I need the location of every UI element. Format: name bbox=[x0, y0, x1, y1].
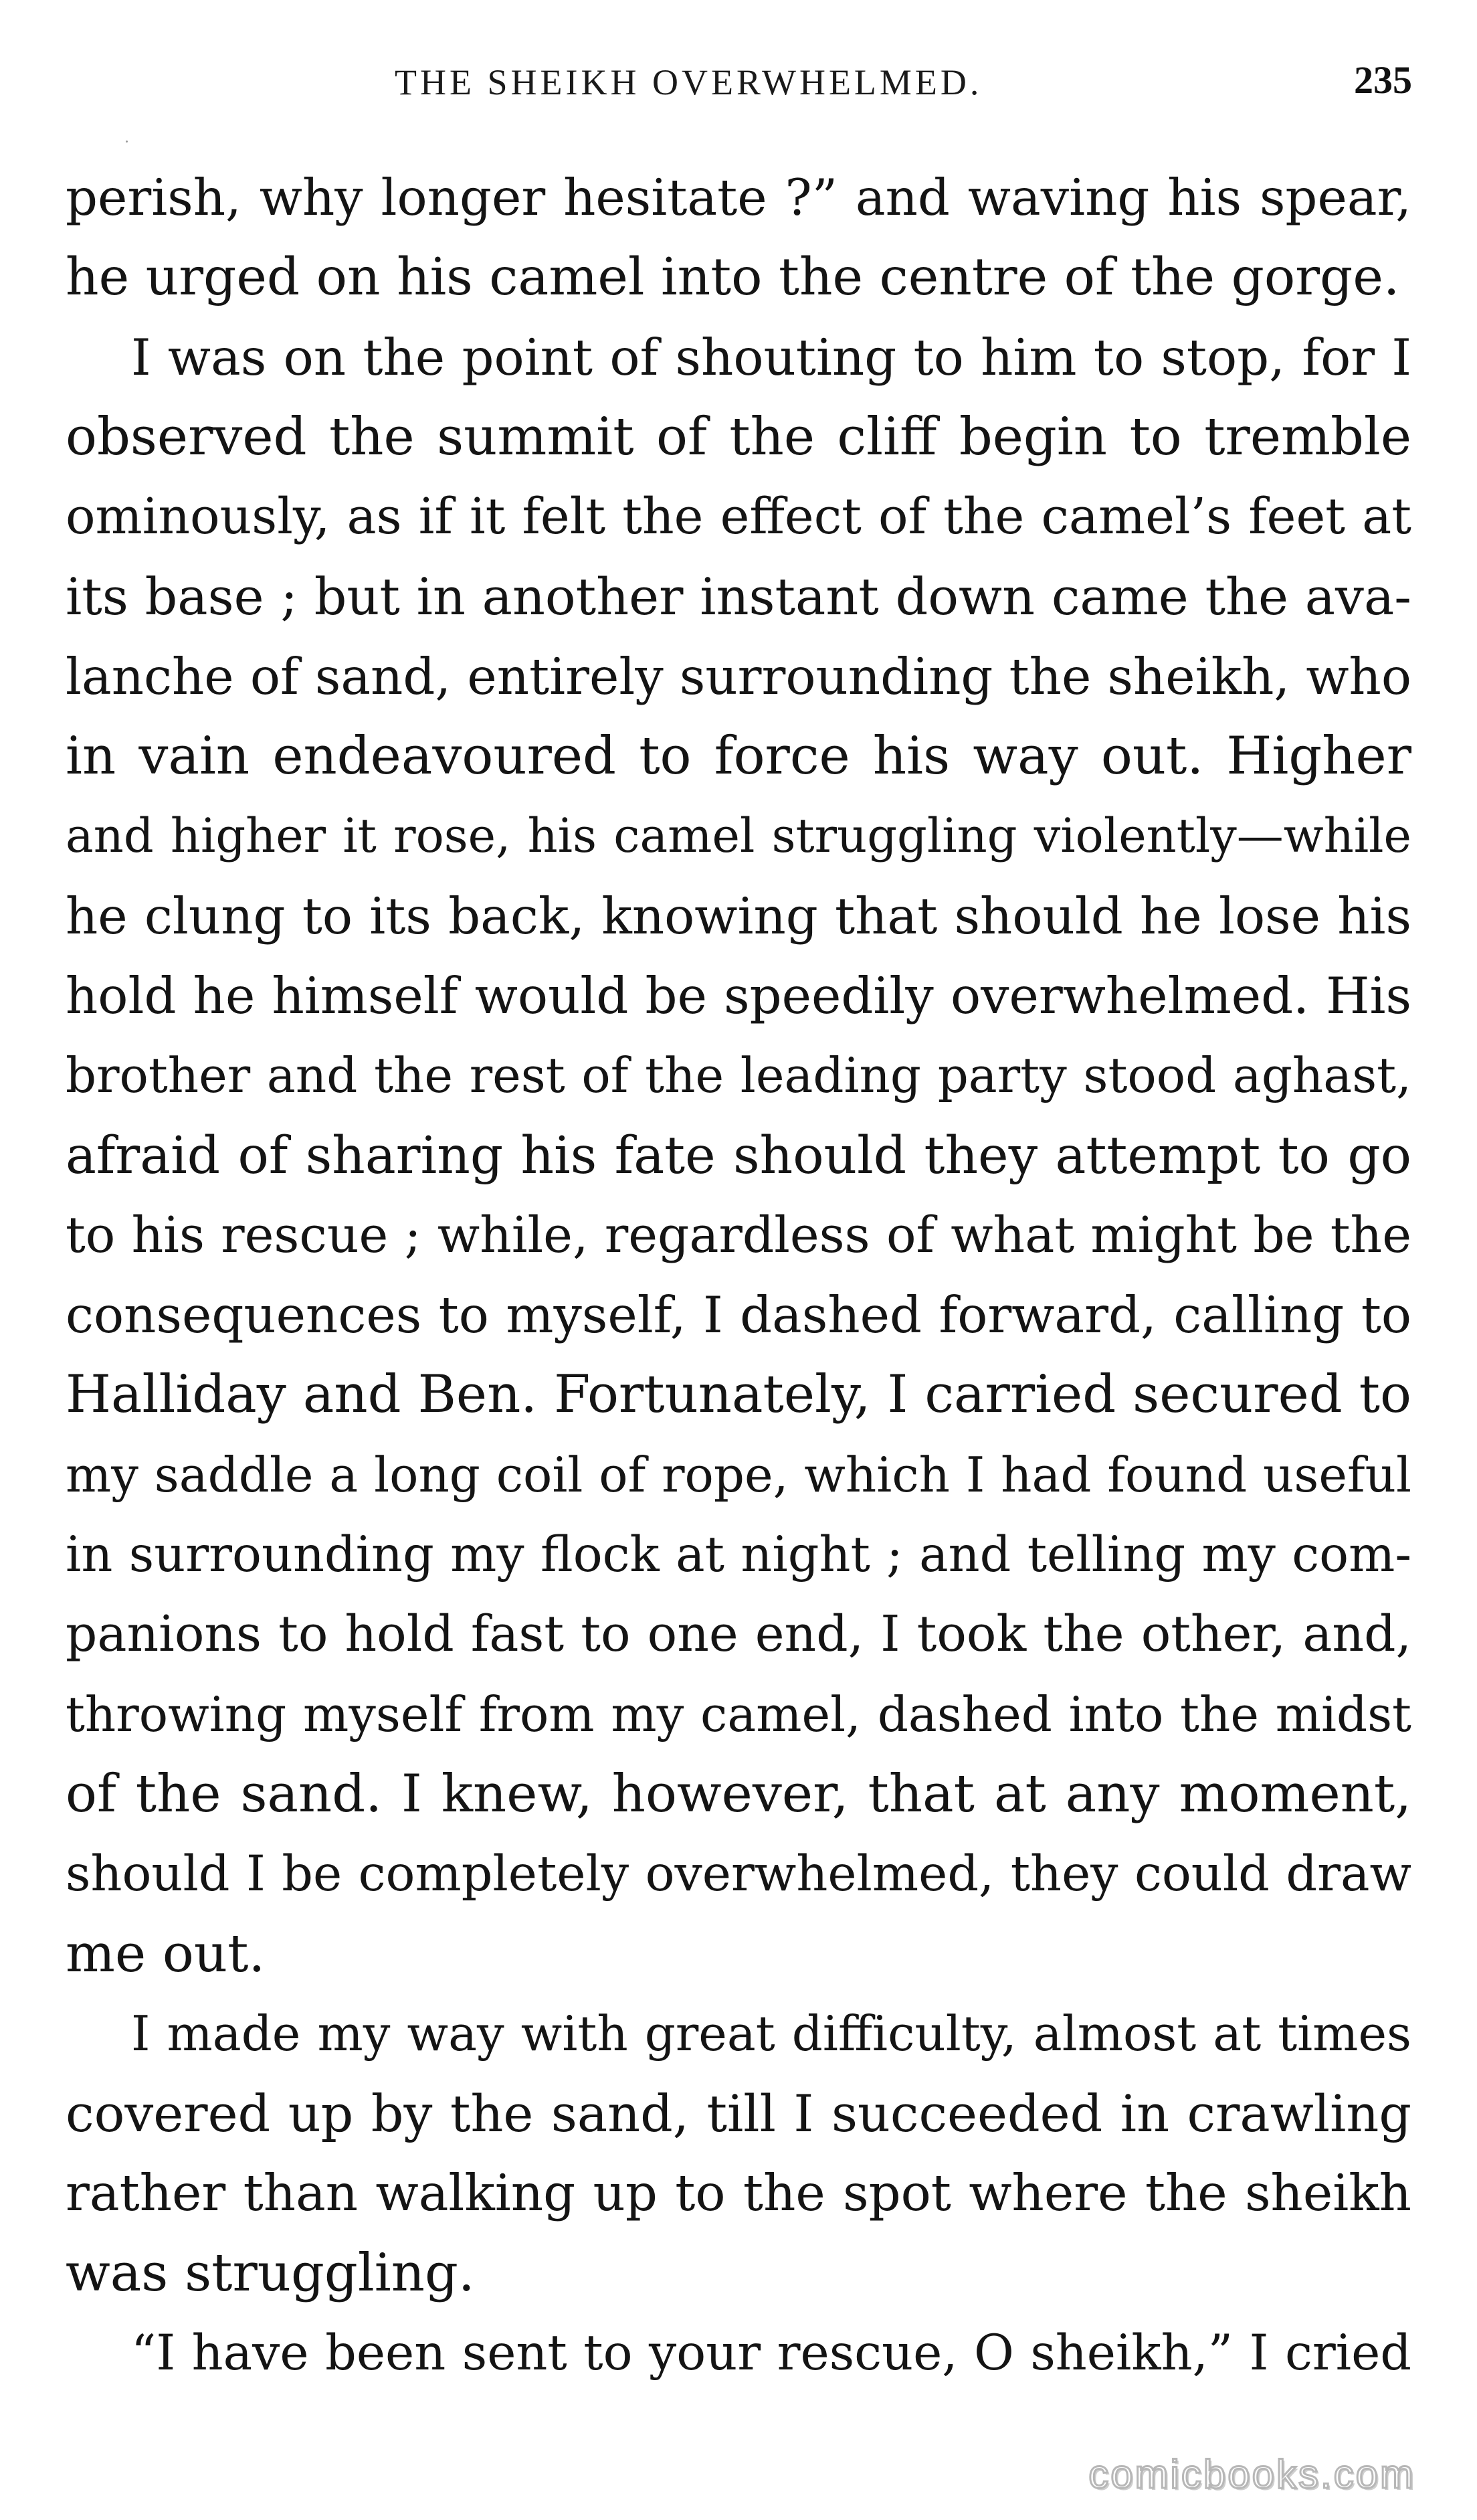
text-line: throwing myself from my camel, dashed into the midst bbox=[66, 1686, 1411, 1742]
text-line: and higher it rose, his camel struggling violently—while bbox=[66, 808, 1411, 864]
text-line: consequences to myself, I dashed forward, calling to bbox=[66, 1285, 1411, 1345]
text-line: rather than walking up to the spot where the sheikh bbox=[66, 2163, 1411, 2223]
text-line: ominously, as if it felt the effect of the camel’s feet at bbox=[66, 488, 1411, 546]
text-line: observed the summit of the cliff begin to tremble bbox=[66, 406, 1411, 467]
ink-speck bbox=[126, 141, 128, 143]
text-line: in vain endeavoured to force his way out. Higher bbox=[66, 726, 1411, 787]
text-line: he clung to its back, knowing that should he lose his bbox=[66, 886, 1411, 946]
text-line: panions to hold fast to one end, I took the other, and, bbox=[66, 1605, 1411, 1663]
running-head-title: THE SHEIKH OVERWHELMED. bbox=[395, 62, 983, 102]
watermark-logo: comicbooks.com bbox=[1088, 2452, 1415, 2497]
text-line: in surrounding my flock at night ; and telling my com- bbox=[66, 1526, 1411, 1584]
text-line: hold he himself would be speedily overwhelmed. His bbox=[66, 966, 1411, 1025]
text-line: should I be completely overwhelmed, they could draw bbox=[66, 1846, 1411, 1903]
text-line: I was on the point of shouting to him to stop, for I bbox=[131, 327, 1411, 387]
text-line: Halliday and Ben. Fortunately, I carried secured to bbox=[66, 1364, 1411, 1425]
text-line: me out. bbox=[66, 1923, 266, 1984]
text-line: he urged on his camel into the centre of the gorge. bbox=[66, 248, 1400, 308]
text-line: covered up by the sand, till I succeeded in crawling bbox=[66, 2084, 1411, 2144]
body-text bbox=[66, 158, 1411, 2393]
text-line: “I have been sent to your rescue, O sheikh,” I cried bbox=[131, 2325, 1411, 2382]
text-line: lanche of sand, entirely surrounding the sheikh, who bbox=[66, 646, 1411, 706]
page-number: 235 bbox=[1354, 58, 1412, 102]
text-line: brother and the rest of the leading party stood aghast, bbox=[66, 1047, 1411, 1104]
text-line: my saddle a long coil of rope, which I had found useful bbox=[66, 1446, 1411, 1503]
text-line: perish, why longer hesitate ?” and waving his spear, bbox=[66, 168, 1411, 227]
text-line: I made my way with great difficulty, almost at times bbox=[131, 2005, 1411, 2062]
text-line: to his rescue ; while, regardless of what might be the bbox=[66, 1206, 1411, 1264]
text-line: its base ; but in another instant down came the ava- bbox=[66, 567, 1411, 627]
text-line: was struggling. bbox=[66, 2242, 475, 2303]
text-line: of the sand. I knew, however, that at any moment, bbox=[66, 1763, 1411, 1824]
text-line: afraid of sharing his fate should they attempt to go bbox=[66, 1126, 1411, 1186]
